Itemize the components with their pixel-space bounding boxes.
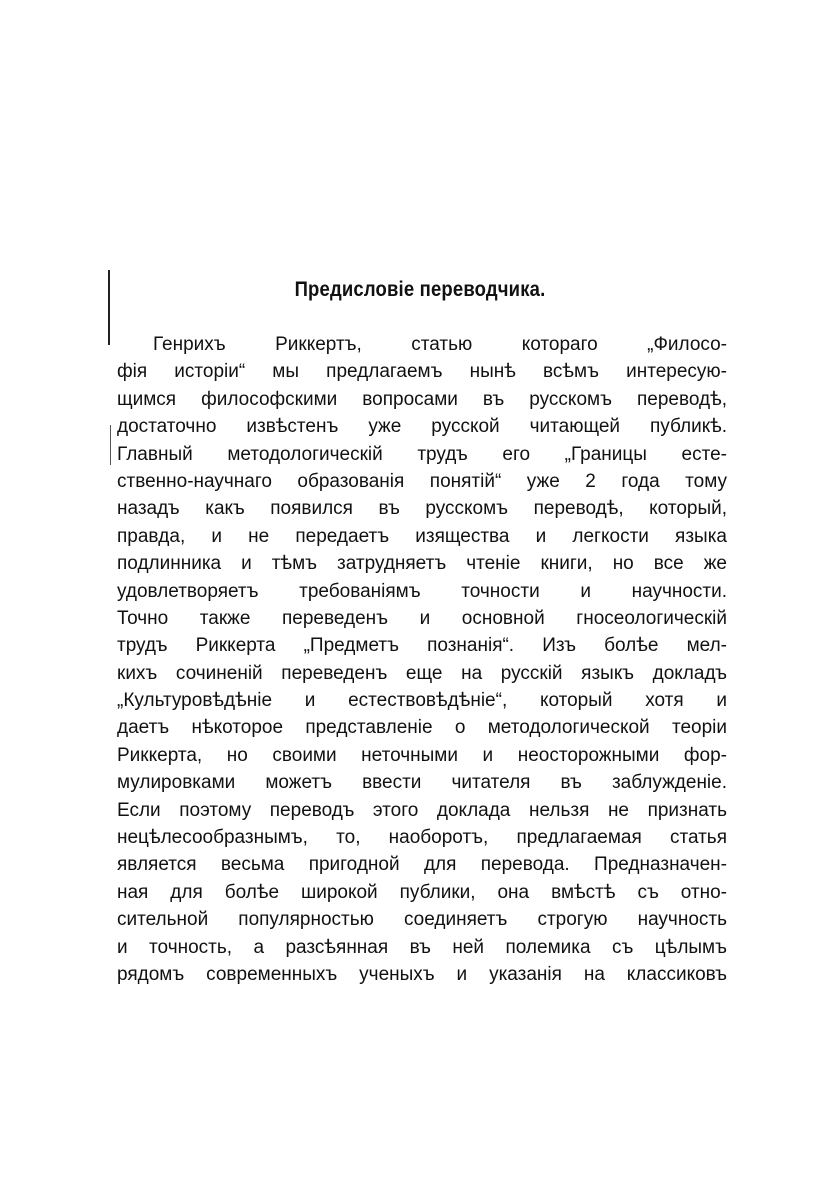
text-line: удовлетворяетъ требованіямъ точности и научности.	[117, 580, 727, 602]
text-line: фія исторіи“ мы предлагаемъ нынѣ всѣмъ интересую-	[117, 361, 727, 383]
text-line: Точно также переведенъ и основной гносеологическій	[117, 607, 727, 629]
text-line: кихъ сочиненій переведенъ еще на русскій языкъ докладъ	[117, 662, 727, 684]
text-line: щимся философскими вопросами въ русскомъ переводѣ,	[117, 388, 727, 410]
text-line: Если поэтому переводъ этого доклада нельзя не признать	[117, 799, 727, 821]
text-line: трудъ Риккерта „Предметъ познанія“. Изъ болѣе мел-	[117, 635, 727, 657]
text-line: Главный методологическій трудъ его „Границы есте-	[117, 443, 727, 465]
text-line: „Культуровѣдѣніе и естествовѣдѣніе“, который хотя и	[117, 690, 727, 712]
text-line: подлинника и тѣмъ затрудняетъ чтеніе книги, но все же	[117, 553, 727, 575]
text-line: сительной популярностью соединяетъ строгую научность	[117, 909, 727, 931]
body-text	[117, 331, 727, 988]
text-line: достаточно извѣстенъ уже русской читающей публикѣ.	[117, 416, 727, 438]
text-line: ная для болѣе широкой публики, она вмѣстѣ съ отно-	[117, 881, 727, 903]
text-line: рядомъ современныхъ ученыхъ и указанія на классиковъ	[117, 963, 727, 985]
text-line: мулировками можетъ ввести читателя въ заблужденіе.	[117, 772, 727, 794]
text-line: ственно-научнаго образованія понятій“ уже 2 года тому	[117, 470, 727, 492]
text-line: назадъ какъ появился въ русскомъ переводѣ, который,	[117, 498, 727, 520]
text-line: является весьма пригодной для перевода. Предназначен-	[117, 854, 727, 876]
text-line: правда, и не передаетъ изящества и легкости языка	[117, 525, 727, 547]
margin-rule-lower	[110, 425, 111, 465]
text-line: даетъ нѣкоторое представленіе о методологической теоріи	[117, 717, 727, 739]
text-line: нецѣлесообразнымъ, то, наоборотъ, предлагаемая статья	[117, 827, 727, 849]
text-line: Риккерта, но своими неточными и неосторожными фор-	[117, 744, 727, 766]
page-title: Предисловіе переводчика.	[294, 278, 546, 301]
text-line: и точность, а разсѣянная въ ней полемика съ цѣлымъ	[117, 936, 727, 958]
text-line: Генрихъ Риккертъ, статью котораго „Филосо-	[153, 334, 727, 355]
